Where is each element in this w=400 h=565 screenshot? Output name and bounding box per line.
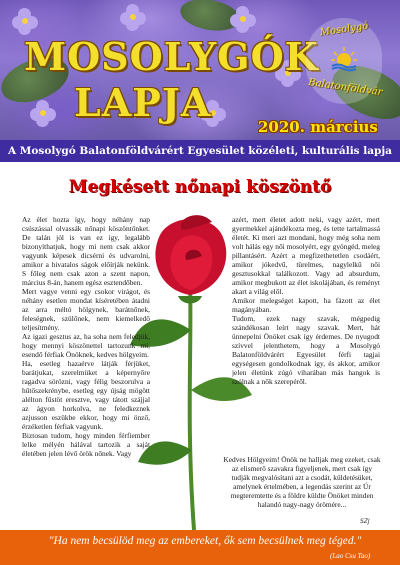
article-paragraph: Tudom, ezek nagy szavak, mégpedig szándékosan leírt nagy szavak. Mert, hát ünnepelni Önöket csak így érdemes. De nyugodt szívvel jelenthetem, hogy a Mosolygó Balatonföldvárért Egyesület férfi tagjai egységesen gondolkodnak így, és akkor, amikor jelen életünk zúgó viharában más hangok is szólnak a nők szerepéről. [232, 314, 380, 386]
violet-flower-icon [120, 4, 146, 30]
article-paragraph: Amikor melegséget kapott, ha fázott az élet magányában. [232, 296, 380, 314]
violet-flower-icon [30, 100, 56, 126]
logo-text-top: Mosolygó [319, 20, 369, 39]
subtitle-banner: A Mosolygó Balatonföldvárért Egyesület közéleti, kulturális lapja [0, 140, 400, 162]
article-signature: SZJ [360, 518, 370, 525]
article-paragraph: Mert vagye venni egy csokor virágot, és néhány esetlen mondat kíséretében átadni az arra méltó hölgynek, barátnőnek, feleségnek, szülőnek, nem kiemelkedő teljesítmény. [22, 287, 150, 332]
footer-quote: "Ha nem becsülöd meg az embereket, ők sem becsülnek meg téged." [48, 535, 362, 547]
article-paragraph: Az igazi gesztus az, ha soha nem feledjük, hogy mennyi köszönettel tartozunk mi, esendő férfiak Önöknek, kedves hölgyeim. [22, 332, 150, 359]
article-right-column [232, 215, 380, 386]
article-paragraph: Biztosan tudom, hogy minden férfiember lelke mélyén hálával tartozik a saját életében jelen lévő örök nőnek. Vagy [22, 431, 150, 458]
article-left-column [22, 215, 150, 458]
masthead-title-line1: MOSOLYGÓK [24, 34, 319, 79]
article-closing-paragraph: Kedves Hölgyeim! Önök ne halljak meg ezeket, csak az elismerő szavakra figyeljenek, mert csak így tudják megvalósítani azt a csodát, küldetésüket, amelynek értelmében, a legendás szerint az Úr megteremtette és a földre küldte Önöket minden halandó nagy-nagy örömére... [223, 455, 381, 509]
article-paragraph: Ha, esetleg hazaérve látják férjüket, barátjukat, szerelmüket a képernyőre ragadva sörözni, vagy félig beszorulva a hűtőszekrénybe, esetleg egy újság mögött alélton fűstöt eresztve, vagy tátott szájjal az ágyon horkolva, ne feledkeznek azjusson eszükbe ekkor, hogy mi önző, érzéketlen férfiak vagyunk. [22, 359, 150, 431]
violet-flower-icon [12, 8, 38, 34]
article-paragraph: Az élet hozta így, hogy néhány nap csúszással olvassák nőnapi köszöntőnket. De talán jól is van ez így, legalább bizonyíthatjuk, hogy mi nem csak akkor vagyunk képesek dicsérni és udvarolni, amikor a hivatalos ságok előírják nekünk. S főleg nem csak azon a szent napon, március 8-án, hanem egész esztendőben. [22, 215, 150, 287]
association-logo [306, 18, 382, 104]
issue-date: 2020. március [258, 118, 378, 136]
sun-icon [330, 44, 358, 72]
logo-text-bottom: Balatonföldvár [307, 76, 384, 99]
masthead-title-line2: LAPJA [74, 80, 212, 125]
article-paragraph: azért, mert életet adott neki, vagy azért, mert gyermekkel ajándékozta meg, és tette tartalmassá életét. Ki meri azt mondani, hogy még soha nem volt hálás egy női mosolyért, egy gyöngéd, meleg pillantásért. Azért a megfizethetetlen csodáért, amikor jókedvű, türelmes, nagylelkű női gesztusokkal találkozott. Vagy ad absurdum, amikor megbukott az élet iskolájában, és reményt akart a világ elől. [232, 215, 380, 296]
violet-flower-icon [230, 6, 256, 32]
masthead [0, 0, 400, 140]
article-headline: Megkésett nőnapi köszöntő [68, 177, 332, 197]
footer-quote-author: (Lao Csu Tao) [330, 552, 371, 560]
